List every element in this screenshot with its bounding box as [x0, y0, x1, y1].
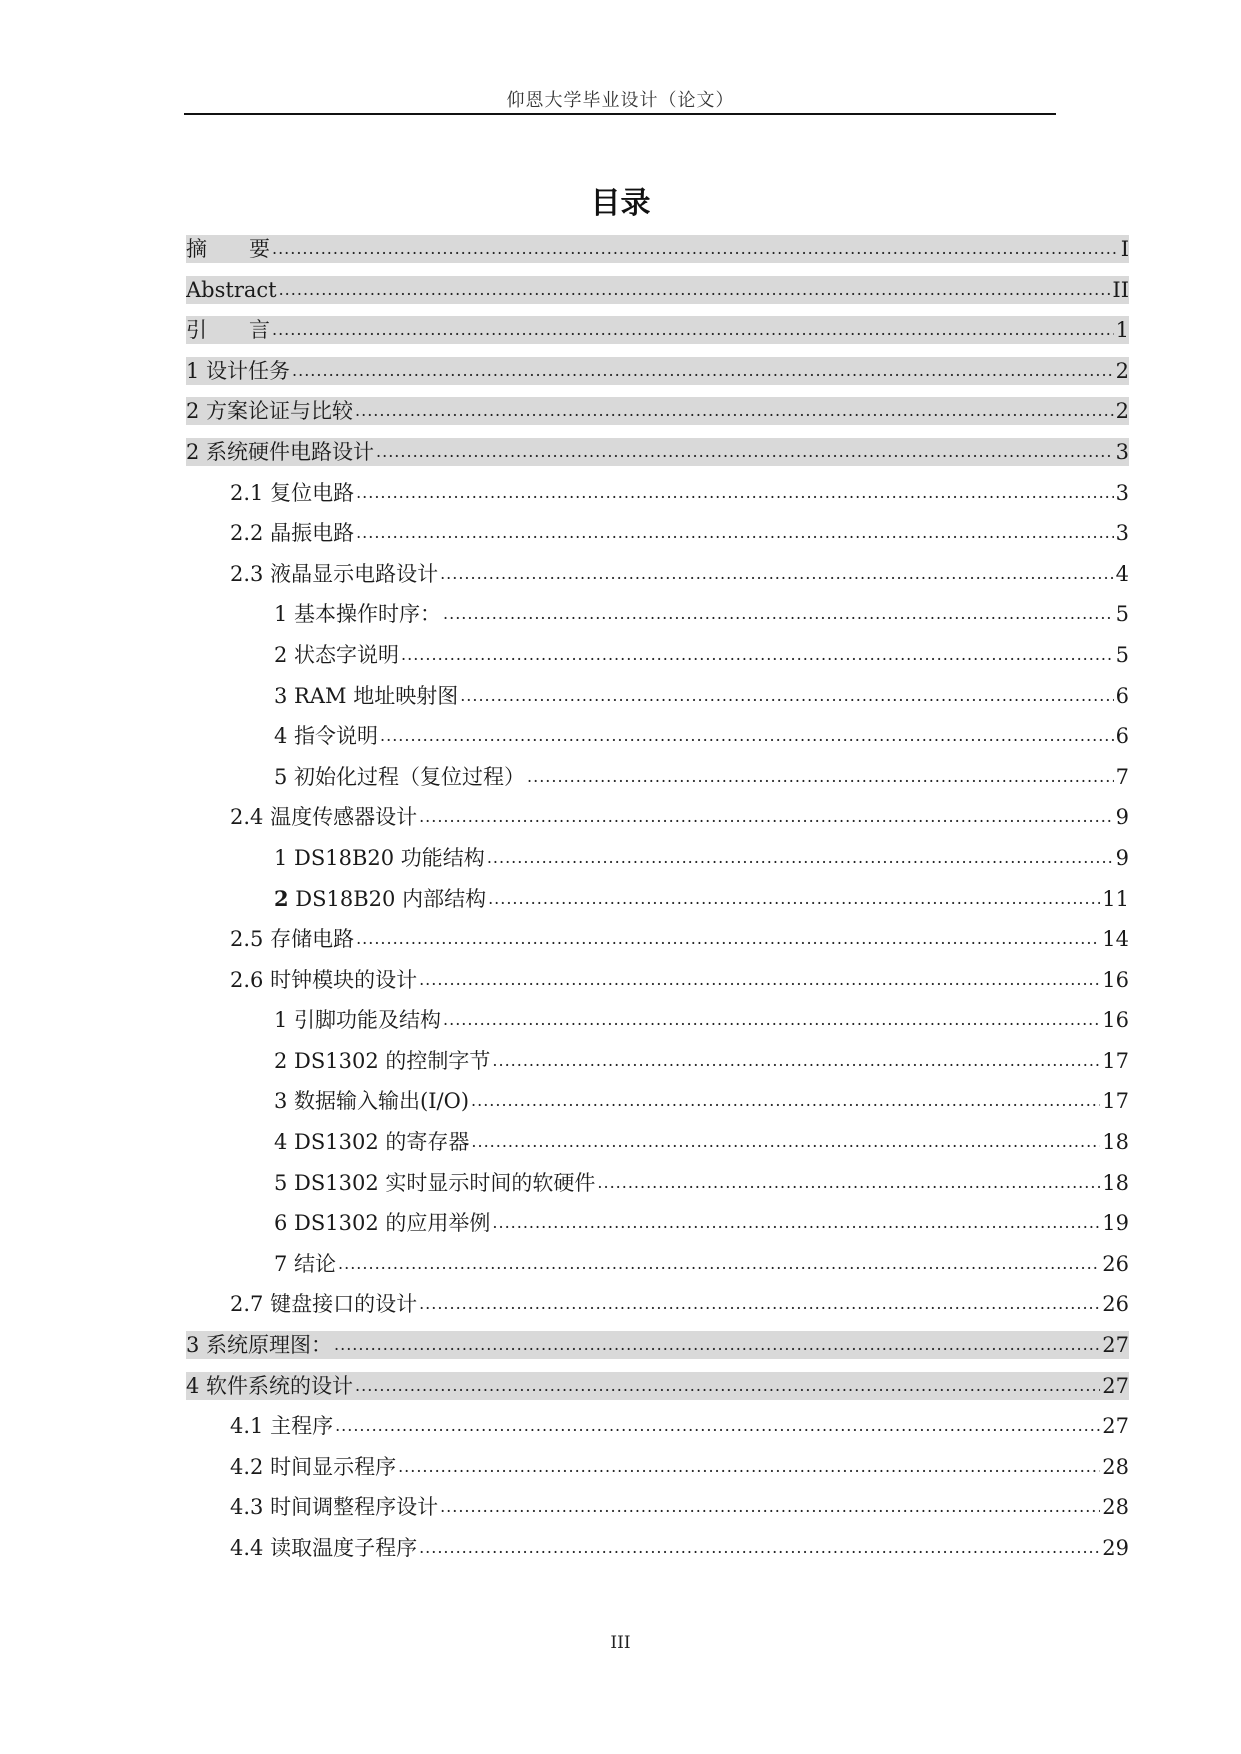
page-title: 目录 [590, 186, 651, 221]
dot-leader [272, 316, 1114, 344]
toc-entry-page: 9 [1115, 845, 1129, 870]
dot-leader [279, 276, 1111, 304]
toc-entry-page: 7 [1115, 764, 1129, 789]
toc-entry[interactable] [186, 1087, 1129, 1115]
toc-entry[interactable] [186, 1412, 1129, 1440]
dot-leader [419, 966, 1100, 994]
toc-entry-page: 29 [1102, 1536, 1129, 1560]
toc-entry-page: 9 [1115, 805, 1129, 830]
header-rule [184, 113, 1056, 115]
toc-entry-label: 摘 要 [186, 237, 270, 261]
toc-entry-label: 2 方案论证与比较 [186, 399, 354, 424]
toc-entry-label: 2.5 存储电路 [230, 927, 355, 952]
dot-leader [376, 438, 1114, 466]
toc-entry-label: 7 结论 [274, 1251, 337, 1276]
toc-entry-page: 3 [1115, 521, 1129, 546]
toc-entry[interactable] [186, 682, 1129, 710]
toc-entry-page: II [1112, 277, 1129, 302]
toc-entry-label: 1 DS18B20 功能结构 [274, 845, 485, 870]
dot-leader [492, 1209, 1100, 1237]
dot-leader [419, 803, 1114, 831]
toc-entry-page: 28 [1102, 1454, 1129, 1479]
dot-leader [443, 600, 1114, 628]
dot-leader [527, 763, 1114, 791]
toc-entry[interactable] [186, 1331, 1129, 1359]
toc-entry[interactable] [186, 1372, 1129, 1400]
toc-entry[interactable] [186, 722, 1129, 750]
toc-entry[interactable] [186, 925, 1129, 953]
dot-leader [597, 1169, 1100, 1197]
toc-entry[interactable] [186, 600, 1129, 628]
toc-entry-page: 18 [1102, 1130, 1129, 1155]
toc-entry-page: 16 [1102, 1008, 1129, 1033]
dot-leader [355, 397, 1114, 425]
toc-entry[interactable] [186, 316, 1129, 344]
dot-leader [272, 235, 1119, 263]
toc-entry-label: 3 系统原理图： [186, 1333, 333, 1358]
toc-entry-page: 5 [1115, 602, 1129, 627]
toc-entry-page: 5 [1115, 642, 1129, 667]
dot-leader [460, 682, 1113, 710]
toc-entry-label: 2.3 液晶显示电路设计 [230, 561, 439, 586]
toc-entry[interactable] [186, 357, 1129, 385]
toc-entry-label: 2.6 时钟模块的设计 [230, 967, 418, 992]
toc-entry-page: 1 [1115, 318, 1129, 343]
toc-entry-label: Abstract [186, 277, 277, 302]
toc-entry-label: 4 软件系统的设计 [186, 1373, 354, 1398]
dot-leader [471, 1087, 1100, 1115]
toc-entry-label: 4 DS1302 的寄存器 [274, 1130, 470, 1155]
toc-entry-label: 2 DS18B20 内部结构 [274, 885, 487, 911]
dot-leader [380, 722, 1114, 750]
toc-entry-label: 4.3 时间调整程序设计 [230, 1495, 439, 1520]
dot-leader [355, 1372, 1100, 1400]
dot-leader [471, 1128, 1100, 1156]
toc-entry-label: 2 状态字说明 [274, 642, 400, 667]
toc-entry-page: 26 [1102, 1251, 1129, 1276]
toc-entry-page: 27 [1102, 1373, 1129, 1398]
toc-entry[interactable] [186, 966, 1129, 994]
toc-entry-page: 26 [1102, 1292, 1129, 1317]
toc-entry-page: 27 [1102, 1333, 1129, 1358]
toc-entry[interactable] [186, 1534, 1129, 1562]
toc-entry-page: 18 [1102, 1170, 1129, 1195]
dot-leader [440, 1493, 1100, 1521]
dot-leader [335, 1412, 1100, 1440]
toc-entry-page: 19 [1102, 1211, 1129, 1236]
toc-entry-page: 17 [1102, 1048, 1129, 1073]
dot-leader [419, 1290, 1100, 1318]
toc-entry-page: 2 [1115, 358, 1129, 383]
toc-entry[interactable] [186, 1128, 1129, 1156]
toc-entry-label: 1 基本操作时序： [274, 602, 442, 627]
toc-entry-label: 4.4 读取温度子程序 [230, 1536, 418, 1560]
toc-entry-page: 6 [1115, 683, 1129, 708]
toc-entry[interactable] [186, 235, 1129, 263]
toc-entry-page: 14 [1102, 927, 1129, 952]
toc-entry-label: 2.4 温度传感器设计 [230, 805, 418, 830]
toc-entry-label: 1 引脚功能及结构 [274, 1008, 442, 1033]
toc-entry-page: 3 [1115, 439, 1129, 464]
toc-entry-label: 2.1 复位电路 [230, 480, 355, 505]
toc-entry-label: 5 DS1302 实时显示时间的软硬件 [274, 1170, 596, 1195]
toc-entry-label: 2 DS1302 的控制字节 [274, 1048, 491, 1073]
toc-entry-label: 引 言 [186, 318, 270, 343]
dot-leader [334, 1331, 1100, 1359]
dot-leader [356, 479, 1114, 507]
toc-entry-label: 6 DS1302 的应用举例 [274, 1211, 491, 1236]
dot-leader [292, 357, 1114, 385]
toc-entry-page: I [1120, 237, 1129, 261]
toc-entry[interactable] [186, 1209, 1129, 1237]
toc-entry[interactable] [186, 1290, 1129, 1318]
dot-leader [440, 560, 1114, 588]
toc-entry[interactable] [186, 438, 1129, 466]
dot-leader [488, 885, 1100, 913]
toc-entry-page: 2 [1115, 399, 1129, 424]
toc-entry-label: 2 系统硬件电路设计 [186, 439, 375, 464]
toc-entry-label: 4.1 主程序 [230, 1414, 334, 1439]
toc-entry-page: 11 [1102, 886, 1129, 911]
page-number: III [610, 1633, 631, 1653]
toc-entry-label: 2.7 键盘接口的设计 [230, 1292, 418, 1317]
toc-entry[interactable] [186, 641, 1129, 669]
dot-leader [401, 641, 1114, 669]
dot-leader [356, 519, 1114, 547]
dot-leader [443, 1006, 1100, 1034]
toc-entry-page: 4 [1115, 561, 1129, 586]
toc-entry[interactable] [186, 1006, 1129, 1034]
toc-entry[interactable] [186, 397, 1129, 425]
dot-leader [398, 1453, 1100, 1481]
toc-entry-page: 27 [1102, 1414, 1129, 1439]
toc-entry[interactable] [186, 1169, 1129, 1197]
toc-entry[interactable] [186, 763, 1129, 791]
toc-entry-page: 17 [1102, 1089, 1129, 1114]
dot-leader [338, 1250, 1100, 1278]
dot-leader [492, 1047, 1100, 1075]
toc-entry-label: 4 指令说明 [274, 724, 379, 749]
toc-entry-page: 3 [1115, 480, 1129, 505]
toc-entry-label: 3 数据输入输出(I/O) [274, 1089, 470, 1114]
toc-entry[interactable] [186, 276, 1129, 304]
table-of-contents [186, 235, 1129, 1575]
toc-entry[interactable] [186, 1453, 1129, 1481]
toc-entry[interactable] [186, 1493, 1129, 1521]
toc-entry-label: 1 设计任务 [186, 358, 291, 383]
toc-entry[interactable] [186, 479, 1129, 507]
toc-entry[interactable] [186, 885, 1129, 913]
toc-entry-label: 2.2 晶振电路 [230, 521, 355, 546]
dot-leader [419, 1534, 1100, 1562]
toc-entry[interactable] [186, 519, 1129, 547]
toc-entry-label: 4.2 时间显示程序 [230, 1454, 397, 1479]
toc-entry-label: 5 初始化过程（复位过程） [274, 764, 526, 789]
toc-entry-page: 16 [1102, 967, 1129, 992]
dot-leader [487, 844, 1114, 872]
toc-entry[interactable] [186, 1250, 1129, 1278]
dot-leader [356, 925, 1100, 953]
toc-entry-label: 3 RAM 地址映射图 [274, 683, 459, 708]
toc-entry[interactable] [186, 560, 1129, 588]
toc-entry[interactable] [186, 803, 1129, 831]
running-header: 仰恩大学毕业设计（论文） [506, 90, 735, 111]
toc-entry[interactable] [186, 844, 1129, 872]
toc-entry-page: 6 [1115, 724, 1129, 749]
toc-entry-page: 28 [1102, 1495, 1129, 1520]
toc-entry[interactable] [186, 1047, 1129, 1075]
